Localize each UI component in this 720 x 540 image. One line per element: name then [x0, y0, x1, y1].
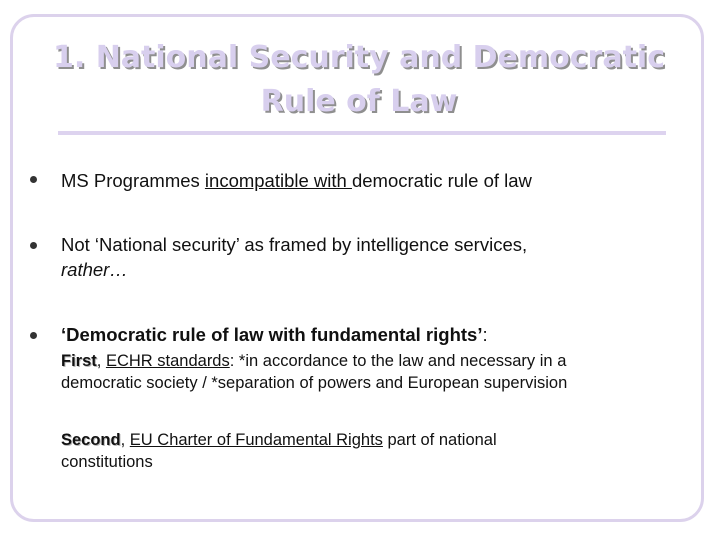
sub-point-second-underlined: EU Charter of Fundamental Rights	[129, 431, 383, 449]
bullet-3-bold: ‘Democratic rule of law with fundamental rights’	[61, 324, 483, 345]
sub-point-second-rest: part of national	[382, 431, 497, 449]
title-divider	[58, 131, 666, 135]
bullet-1-underlined: incompatible with	[204, 170, 352, 191]
slide-title	[14, 36, 704, 124]
sub-point-second-label: Second	[61, 431, 121, 449]
sub-point-first-underlined: ECHR standards	[105, 352, 230, 370]
sub-point-first-line-2: democratic society / *separation of powers and European supervision	[61, 374, 568, 392]
bullet-1-text	[61, 168, 701, 193]
sub-point-second	[61, 429, 711, 473]
sub-point-second-sep: ,	[120, 431, 130, 449]
sub-point-first-sep: ,	[96, 352, 106, 370]
sub-point-second-line-1	[61, 429, 711, 451]
bullet-dot-icon	[30, 332, 37, 339]
title-line-1: 1. National Security and Democratic	[52, 40, 665, 75]
sub-point-second-line-2: constitutions	[61, 453, 153, 471]
bullet-3-suffix: :	[482, 324, 488, 345]
bullet-1-prefix: MS Programmes	[61, 170, 205, 191]
sub-point-first-rest: : *in accordance to the law and necessary in a	[229, 352, 567, 370]
bullet-dot-icon	[30, 176, 37, 183]
bullet-2-line-2: rather…	[61, 259, 128, 280]
sub-point-first-line-1	[61, 350, 711, 372]
bullet-3-text	[61, 322, 701, 347]
bullet-2-text	[61, 232, 701, 282]
sub-point-first	[61, 350, 711, 394]
bullet-1-suffix: democratic rule of law	[351, 170, 532, 191]
sub-point-first-label: First	[61, 352, 97, 370]
bullet-2-line-1: Not ‘National security’ as framed by intelligence services,	[61, 234, 528, 255]
bullet-dot-icon	[30, 242, 37, 249]
title-line-2: Rule of Law	[260, 84, 458, 119]
